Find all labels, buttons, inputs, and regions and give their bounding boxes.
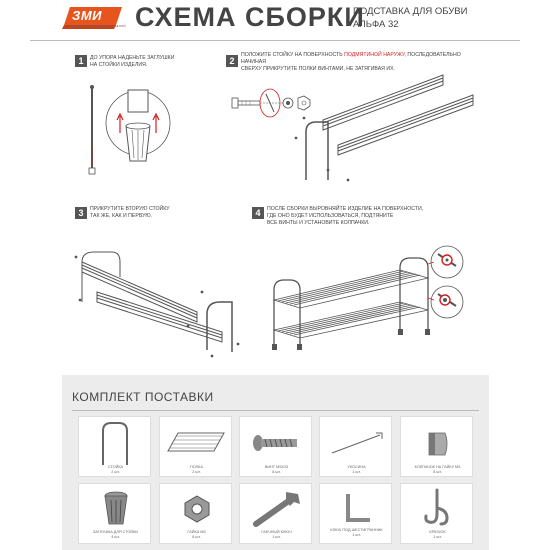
step-1-number: 1 bbox=[75, 55, 87, 67]
kit-item-name: КРЮЧОК bbox=[429, 530, 446, 534]
step-2-line-2: СВЕРХУ ПРИКРУТИТЕ ПОЛКИ ВИНТАМИ, НЕ ЗАТЯГИВАЯ ИХ. bbox=[241, 66, 395, 72]
kit-item-name: ГАЕЧНЫЙ КЛЮЧ bbox=[261, 530, 292, 534]
step-3-illustration bbox=[72, 232, 247, 362]
step-2-illustration bbox=[228, 70, 483, 190]
kit-item-qty: 1 шт. bbox=[352, 470, 361, 474]
kit-item-qty: 8 шт. bbox=[192, 535, 201, 539]
kit-item-caption bbox=[320, 465, 393, 475]
kit-item-caption bbox=[160, 465, 233, 475]
kit-item-name: КЛЮЧ ПОД ШЕСТИГРАННИК bbox=[330, 528, 383, 532]
hex-key-icon bbox=[340, 490, 374, 528]
kit-item-qty: 1 шт. bbox=[352, 533, 361, 537]
brace-icon bbox=[328, 429, 384, 455]
step-2-text-part: ПОЛОЖИТЕ СТОЙКУ НА ПОВЕРХНОСТЬ bbox=[241, 52, 345, 58]
kit-item-caption bbox=[160, 530, 233, 540]
kit-item-name: ГАЙКА М5 bbox=[187, 530, 206, 534]
wrench-icon bbox=[250, 490, 302, 528]
kit-item-name: УКОСИНА bbox=[347, 465, 366, 469]
product-subtitle bbox=[353, 5, 467, 31]
kit-item-qty: 2 шт. bbox=[111, 470, 120, 474]
kit-item-stand bbox=[78, 416, 151, 477]
subtitle-line-2: АЛЬФА 32 bbox=[353, 19, 399, 30]
step-4-number: 4 bbox=[252, 207, 264, 219]
kit-item-plug bbox=[78, 483, 151, 544]
logo-text: ЗМИ bbox=[72, 8, 103, 23]
page-title: СХЕМА СБОРКИ bbox=[135, 2, 365, 32]
kit-item-caption bbox=[240, 465, 313, 475]
kit-item-brace bbox=[319, 416, 392, 477]
step-4-line-3: ВСЕ ВИНТЫ И УСТАНОВИТЕ КОЛПАЧКИ. bbox=[267, 220, 370, 226]
kit-item-qty: 8 шт. bbox=[272, 470, 281, 474]
step-1-text bbox=[90, 55, 174, 69]
kit-item-qty: 1 шт. bbox=[272, 535, 281, 539]
kit-item-qty: 1 шт. bbox=[433, 535, 442, 539]
kit-item-screw bbox=[239, 416, 312, 477]
hook-icon bbox=[423, 488, 453, 528]
kit-title: КОМПЛЕКТ ПОСТАВКИ bbox=[72, 390, 214, 404]
kit-item-caption bbox=[401, 465, 474, 475]
step-1-line-2: НА СТОЙКИ ИЗДЕЛИЯ. bbox=[90, 62, 148, 68]
shelf-icon bbox=[166, 427, 226, 457]
kit-item-name: КОЛПАЧОК НА ГАЙКУ М5 bbox=[414, 465, 461, 469]
stand-icon bbox=[97, 421, 133, 465]
step-4-illustration bbox=[262, 240, 487, 355]
step-2-line-1 bbox=[241, 52, 486, 66]
kit-item-qty: 4 шт. bbox=[111, 535, 120, 539]
kit-item-caption bbox=[79, 465, 152, 475]
kit-item-hex-key bbox=[319, 483, 392, 544]
kit-item-wrench bbox=[239, 483, 312, 544]
step-4-line-1: ПОСЛЕ СБОРКИ ВЫРОВНЯЙТЕ ИЗДЕЛИЕ НА ПОВЕРХНОСТИ, bbox=[267, 206, 424, 212]
step-2-text-part: , ПОСЛЕДОВАТЕЛЬНО НАЧИНАЯ bbox=[241, 52, 461, 65]
kit-item-nut bbox=[159, 483, 232, 544]
nut-icon bbox=[182, 494, 212, 524]
screw-icon bbox=[252, 433, 302, 453]
kit-item-name: ПОЛКА bbox=[190, 465, 203, 469]
kit-item-shelf bbox=[159, 416, 232, 477]
kit-item-name: СТОЙКА bbox=[107, 465, 124, 469]
kit-item-qty: 2 шт. bbox=[192, 470, 201, 474]
kit-item-caption bbox=[320, 528, 393, 538]
header-divider bbox=[30, 40, 520, 41]
kit-item-hook bbox=[400, 483, 473, 544]
step-3-number: 3 bbox=[75, 207, 87, 219]
step-4-line-2: ГДЕ ОНО БУДЕТ ИСПОЛЬЗОВАТЬСЯ, ПОДТЯНИТЕ bbox=[267, 213, 394, 219]
kit-item-caption bbox=[79, 530, 152, 540]
step-2-number: 2 bbox=[226, 55, 238, 67]
kit-item-qty: 8 шт. bbox=[433, 470, 442, 474]
logo-subtext: ЗАВОД МЕТАЛЛИЧЕСКИХ ИЗДЕЛИЙ bbox=[68, 24, 126, 28]
step-3-text bbox=[90, 206, 170, 220]
step-1-line-1: ДО УПОРА НАДЕНЬТЕ ЗАГЛУШКИ bbox=[90, 55, 175, 61]
kit-item-name: ЗАГЛУШКА ДЛЯ СТОЙКИ bbox=[92, 530, 139, 534]
step-3-line-2: ТАК ЖЕ, КАК И ПЕРВУЮ. bbox=[90, 213, 153, 219]
step-4-text bbox=[267, 206, 423, 227]
step-1-illustration bbox=[80, 78, 190, 188]
kit-item-name: ВИНТ М5Х25 bbox=[264, 465, 289, 469]
kit-item-nut-cap bbox=[400, 416, 473, 477]
step-3-line-1: ПРИКРУТИТЕ ВТОРУЮ СТОЙКУ bbox=[90, 206, 170, 212]
kit-item-caption bbox=[401, 530, 474, 540]
kit-divider bbox=[72, 410, 479, 411]
kit-item-caption bbox=[240, 530, 313, 540]
plug-icon bbox=[101, 490, 131, 528]
step-2-warning: ПОДМЯТИНОЙ НАРУЖУ bbox=[344, 52, 405, 58]
nut-cap-icon bbox=[425, 427, 451, 459]
subtitle-line-1: ПОДСТАВКА ДЛЯ ОБУВИ bbox=[353, 6, 468, 17]
